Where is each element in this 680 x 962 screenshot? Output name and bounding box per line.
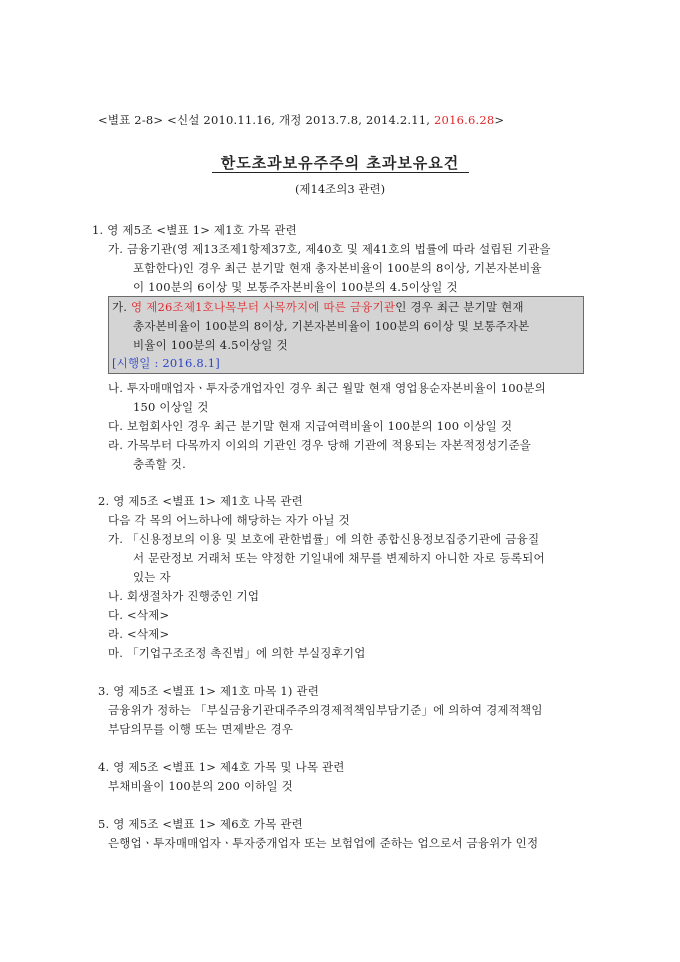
- section-5-heading: 5. 영 제5조 <별표 1> 제6호 가목 관련: [98, 817, 303, 831]
- document-subtitle: (제14조의3 관련): [294, 182, 386, 196]
- s3-line2: 부담의무를 이행 또는 면제받은 경우: [108, 722, 294, 736]
- byeolpyo-number: <별표 2-8>: [98, 113, 164, 127]
- s1-ra-line1: 라. 가목부터 다목까지 이외의 기관인 경우 당해 기관에 적용되는 자본적정성기준을: [108, 438, 532, 452]
- section-1-heading: 1. 영 제5조 <별표 1> 제1호 가목 관련: [92, 223, 297, 237]
- box-line1: [112, 299, 524, 315]
- box-line3: 비율이 100분의 4.5이상일 것: [133, 338, 288, 352]
- box-prefix: 가.: [112, 300, 128, 314]
- revision-history: [98, 112, 504, 128]
- section-2-heading: 2. 영 제5조 <별표 1> 제1호 나목 관련: [98, 494, 303, 508]
- s4-line1: 부채비율이 100분의 200 이하일 것: [108, 779, 293, 793]
- s5-line1: 은행업ㆍ투자매매업자ㆍ투자중개업자 또는 보험업에 준하는 업으로서 금융위가 인정: [108, 836, 539, 850]
- s2-ga-line3: 있는 자: [133, 570, 171, 584]
- s2-ga-line1: 가. 「신용정보의 이용 및 보호에 관한법률」에 의한 종합신용정보집중기관에 금융질: [108, 532, 540, 546]
- s1-ga-line1: 가. 금융기관(영 제13조제1항제37호, 제40호 및 제41호의 법률에 따라 설립된 기관을: [108, 242, 551, 256]
- title-underline: [212, 172, 469, 173]
- s1-na-line1: 나. 투자매매업자ㆍ투자중개업자인 경우 최근 월말 현재 영업용순자본비율이 100분의: [108, 381, 546, 395]
- s2-ga-line2: 서 문란정보 거래처 또는 약정한 기일내에 채무를 변제하지 아니한 자로 등록되어: [133, 551, 545, 565]
- s2-intro: 다음 각 목의 어느하나에 해당하는 자가 아닐 것: [108, 513, 350, 527]
- s2-ma: 마. 「기업구조조정 촉진법」에 의한 부실징후기업: [108, 646, 366, 660]
- s1-ga-line3: 이 100분의 6이상 및 보통주자본비율이 100분의 4.5이상일 것: [133, 280, 458, 294]
- history-close: >: [494, 113, 505, 127]
- box-line1-rest: 인 경우 최근 분기말 현재: [395, 300, 524, 314]
- document-title: 한도초과보유주주의 초과보유요건: [220, 154, 460, 172]
- history-text: <신설 2010.11.16, 개정 2013.7.8, 2014.2.11,: [167, 113, 435, 127]
- history-latest-date: 2016.6.28: [434, 113, 495, 127]
- section-3-heading: 3. 영 제5조 <별표 1> 제1호 마목 1) 관련: [98, 684, 320, 698]
- s2-ra: 라. <삭제>: [108, 627, 170, 641]
- s1-na-line2: 150 이상일 것: [133, 400, 209, 414]
- s1-ga-line2: 포함한다)인 경우 최근 분기말 현재 총자본비율이 100분의 8이상, 기본자본비율: [133, 261, 542, 275]
- s1-da-line1: 다. 보험회사인 경우 최근 분기말 현재 지급여력비율이 100분의 100 이상일 것: [108, 419, 513, 433]
- box-red-text: 영 제26조제1호나목부터 사목까지에 따른 금융기관: [127, 300, 396, 314]
- s2-na: 나. 회생절차가 진행중인 기업: [108, 589, 260, 603]
- box-line2: 총자본비율이 100분의 8이상, 기본자본비율이 100분의 6이상 및 보통주자본: [133, 319, 530, 333]
- s3-line1: 금융위가 정하는 「부실금융기관대주주의경제적책임부담기준」에 의하여 경제적책임: [108, 703, 543, 717]
- s1-ra-line2: 충족할 것.: [133, 457, 186, 471]
- box-effective-date: [시행일 : 2016.8.1]: [112, 356, 220, 370]
- s2-da: 다. <삭제>: [108, 608, 170, 622]
- section-4-heading: 4. 영 제5조 <별표 1> 제4호 가목 및 나목 관련: [98, 760, 345, 774]
